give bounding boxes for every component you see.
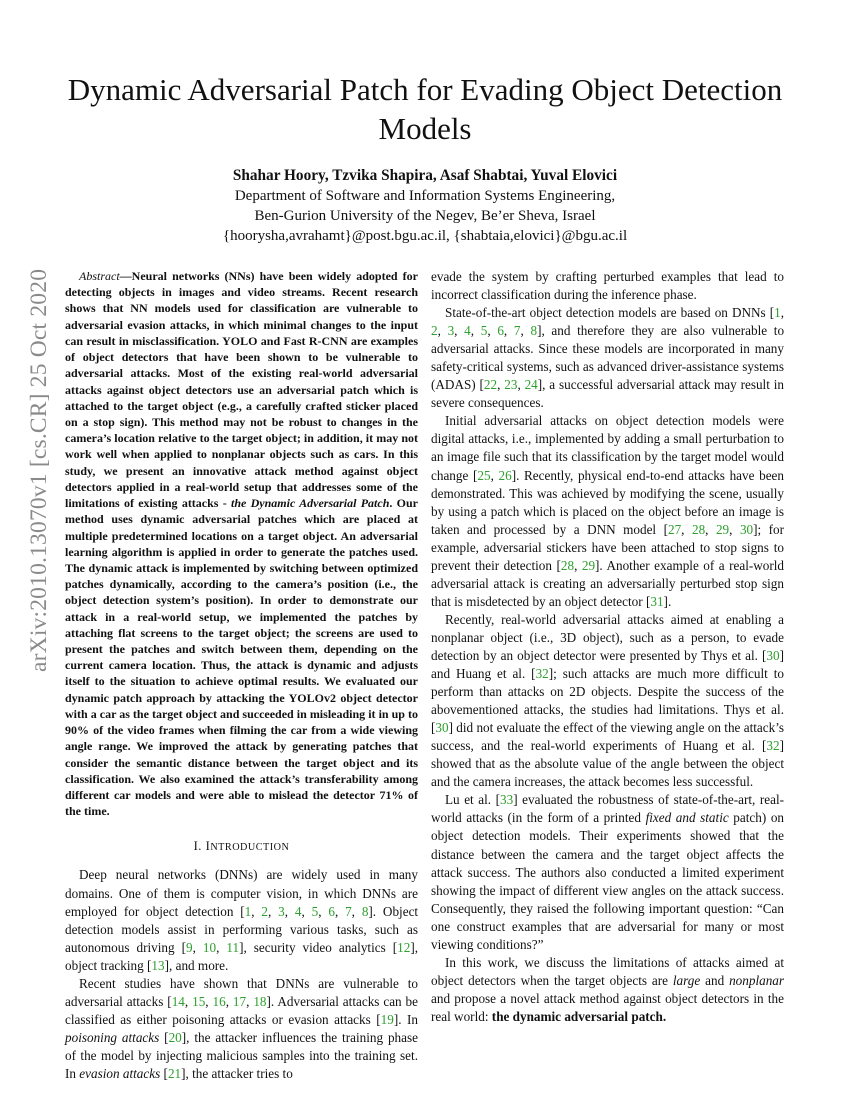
- citation-link[interactable]: 5: [480, 323, 488, 339]
- citation-link[interactable]: 29: [581, 557, 596, 573]
- citation-link[interactable]: 25: [477, 467, 491, 483]
- citation-link[interactable]: 17: [232, 993, 247, 1009]
- citation-link[interactable]: 27: [667, 521, 682, 537]
- intro-paragraph-4: Initial adversarial attacks on object detection models were digital attacks, i.e., implemented by adding a small perturbation to an image file such that its classification by the target model would change [25, 26]. Recently, physical end-to-end attacks have been demonstrated. This was achieved by modifying the scene, usually by using a patch which is placed on the object before an image is taken and processed by a DNN model [27, 28, 29, 30]; for example, adversarial stickers have been attached to stop signs to prevent their detection [28, 29]. Another example of a real-world adversarial attack is creating an adversarially perturbed stop sign that is misdetected by an object detector [31].: [431, 413, 785, 609]
- citation-link[interactable]: 13: [151, 957, 165, 973]
- paper-title: Dynamic Adversarial Patch for Evading Object Detection Models: [67, 72, 783, 146]
- intro-paragraph-7: In this work, we discuss the limitations of attacks aimed at object detectors when the target objects are large and nonplanar and propose a novel attack method against object detectors in the real world: the dynamic adversarial patch.: [431, 954, 785, 1024]
- citation-link[interactable]: 4: [294, 903, 302, 919]
- citation-link[interactable]: 30: [739, 521, 754, 537]
- intro-paragraph-1: Deep neural networks (DNNs) are widely used in many domains. One of them is computer vision, in which DNNs are employed for object detection [1, 2, 3, 4, 5, 6, 7, 8]. Object detection models assist in performing various tasks, such as autonomous driving [9, 10, 11], security video analytics [12], object tracking [13], and more.: [65, 867, 419, 973]
- citation-link[interactable]: 24: [524, 377, 538, 393]
- citation-link[interactable]: 26: [498, 467, 512, 483]
- citation-link[interactable]: 7: [513, 323, 521, 339]
- intro-paragraph-2: Recent studies have shown that DNNs are vulnerable to adversarial attacks [14, 15, 16, 17, 18]. Adversarial attacks can be classified as either poisoning attacks or evasion attacks [19]. In poisoning attacks [20], the attacker influences the training phase of the model by injecting malicious samples into the training set. In evasion attacks [21], the attacker tries to: [65, 975, 419, 1081]
- citation-link[interactable]: 33: [500, 792, 514, 808]
- section-title-initial: I: [205, 839, 211, 854]
- citation-link[interactable]: 19: [380, 1011, 394, 1027]
- citation-link[interactable]: 2: [431, 323, 438, 339]
- citation-link[interactable]: 1: [774, 305, 781, 321]
- citation-link[interactable]: 21: [167, 1066, 182, 1081]
- citation-link[interactable]: 32: [535, 666, 549, 682]
- citation-link[interactable]: 6: [497, 323, 504, 339]
- citation-link[interactable]: 6: [328, 903, 335, 919]
- abstract-text-2: . Our method uses dynamic adversarial patches which are placed at multiple predetermined locations on a target object. An adversarial learning algorithm is applied in order to generate the patches used. The dynamic attack is implemented by switching between optimized patches dynamically, according to the camera’s position (i.e., the object detection system’s position). In order to demonstrate our attack in a real-world setup, we implemented the patches by attaching flat screens to the target object; the screens are used to present the patches and switch between them, depending on the current camera location. Thus, the attack is dynamic and adjusts itself to the situation to achieve optimal results. We evaluated our dynamic patch approach by attacking the YOLOv2 object detector with a car as the target object and succeeded in misleading it in up to 90% of the video frames when filming the car from a wide viewing angle range. We improved the attack by generating patches that consider the semantic distance between the target object and its classification. We also examined the attack’s transferability among different car models and were able to mislead the detector 71% of the time.: [65, 496, 419, 819]
- abstract-emphasis: the Dynamic Adversarial Patch: [231, 496, 390, 511]
- citation-link[interactable]: 3: [278, 903, 285, 919]
- left-column: [65, 268, 418, 1083]
- citation-link[interactable]: 10: [202, 939, 217, 955]
- citation-link[interactable]: 32: [766, 738, 780, 754]
- author-names: Shahar Hoory, Tzvika Shapira, Asaf Shabtai, Yuval Elovici: [232, 167, 618, 184]
- citation-link[interactable]: 4: [464, 323, 471, 339]
- abstract-label: Abstract: [79, 269, 120, 283]
- citation-link[interactable]: 15: [192, 993, 206, 1009]
- section-title-rest: NTRODUCTION: [210, 842, 290, 854]
- citation-link[interactable]: 2: [261, 903, 268, 919]
- abstract-text-1: Neural networks (NNs) have been widely adopted for detecting objects in images and video streams. Recent research shows that NN models used for classification are vulnerable to adversarial evasion attacks, in which minimal changes to the input can result in misclassification. YOLO and Fast R-CNN are examples of object detectors that have been shown to be vulnerable to adversarial attacks. Most of the existing real-world adversarial attacks against object detectors use an adversarial patch which is attached to the target object (e.g., a carefully crafted sticker placed on a stop sign). This method may not be robust to changes in the camera’s location relative to the target object; in addition, it may not work well when applied to nonplanar objects such as cars. In this study, we present an innovative attack method against object detectors applied in a real-world setup that addresses some of the limitations of existing attacks -: [65, 269, 418, 511]
- citation-link[interactable]: 8: [361, 903, 369, 919]
- abstract-dash: —: [119, 269, 132, 283]
- intro-paragraph-5: Recently, real-world adversarial attacks aimed at enabling a nonplanar object (i.e., 3D object), such as a person, to evade detection by an object detector were presented by Thys et al. [30] and Huang et al. [32]; such attacks are much more difficult to perform than attacks on 2D objects. Despite the success of the abovementioned attacks, the studies had limitations. Thys et al. [30] did not evaluate the effect of the viewing angle on the attack’s success, and the real-world experiments of Huang et al. [32] showed that as the absolute value of the angle between the object and the camera increases, the attack becomes less successful.: [431, 611, 784, 790]
- right-column: [431, 268, 784, 1026]
- author-emails: {hoorysha,avrahamt}@post.bgu.ac.il, {shabtaia,elovici}@bgu.ac.il: [222, 228, 628, 244]
- citation-link[interactable]: 28: [691, 521, 706, 537]
- intro-paragraph-6: Lu et al. [33] evaluated the robustness of state-of-the-art, real-world attacks (in the form of a printed fixed and static patch) on object detection models. Their experiments showed that the distance between the camera and the target object affects the attack success. The authors also conducted a limited experiment showing the impact of different view angles on the attack success. Consequently, they raised the following important question: “Can one construct examples that are adversarial for many or most viewing conditions?”: [431, 792, 785, 952]
- citation-link[interactable]: 20: [168, 1029, 182, 1045]
- arxiv-identifier-text: arXiv:2010.13070v1 [cs.CR] 25 Oct 2020: [26, 268, 52, 672]
- citation-link[interactable]: 16: [212, 993, 226, 1009]
- citation-link[interactable]: 9: [185, 939, 193, 955]
- citation-link[interactable]: 14: [171, 993, 185, 1009]
- author-department: Department of Software and Information Systems Engineering,: [234, 188, 616, 204]
- intro-paragraph-continued: evade the system by crafting perturbed examples that lead to incorrect classification during the inference phase.: [431, 269, 784, 303]
- citation-link[interactable]: 3: [447, 323, 455, 339]
- intro-paragraph-3: State-of-the-art object detection models are based on DNNs [1, 2, 3, 4, 5, 6, 7, 8], and therefore they are also vulnerable to adversarial attacks. Since these models are incorporated in many safety-critical systems, such as advanced driver-assistance systems (ADAS) [22, 23, 24], a successful adversarial attack may result in severe consequences.: [431, 305, 785, 411]
- citation-link[interactable]: 31: [650, 593, 664, 609]
- citation-link[interactable]: 30: [766, 647, 780, 663]
- citation-link[interactable]: 22: [483, 377, 498, 393]
- citation-link[interactable]: 5: [311, 903, 319, 919]
- abstract: [65, 268, 418, 819]
- citation-link[interactable]: 12: [397, 939, 411, 955]
- author-block: [60, 166, 790, 246]
- citation-link[interactable]: 30: [435, 720, 449, 736]
- citation-link[interactable]: 8: [530, 323, 538, 339]
- citation-link[interactable]: 29: [715, 521, 730, 537]
- citation-link[interactable]: 18: [253, 993, 267, 1009]
- section-heading-introduction: [65, 837, 418, 857]
- citation-link[interactable]: 28: [560, 557, 575, 573]
- author-university: Ben-Gurion University of the Negev, Be’er Sheva, Israel: [254, 208, 596, 224]
- citation-link[interactable]: 23: [504, 377, 518, 393]
- citation-link[interactable]: 7: [345, 903, 352, 919]
- section-numeral: I.: [193, 839, 202, 854]
- citation-link[interactable]: 1: [244, 903, 252, 919]
- citation-link[interactable]: 11: [226, 939, 240, 955]
